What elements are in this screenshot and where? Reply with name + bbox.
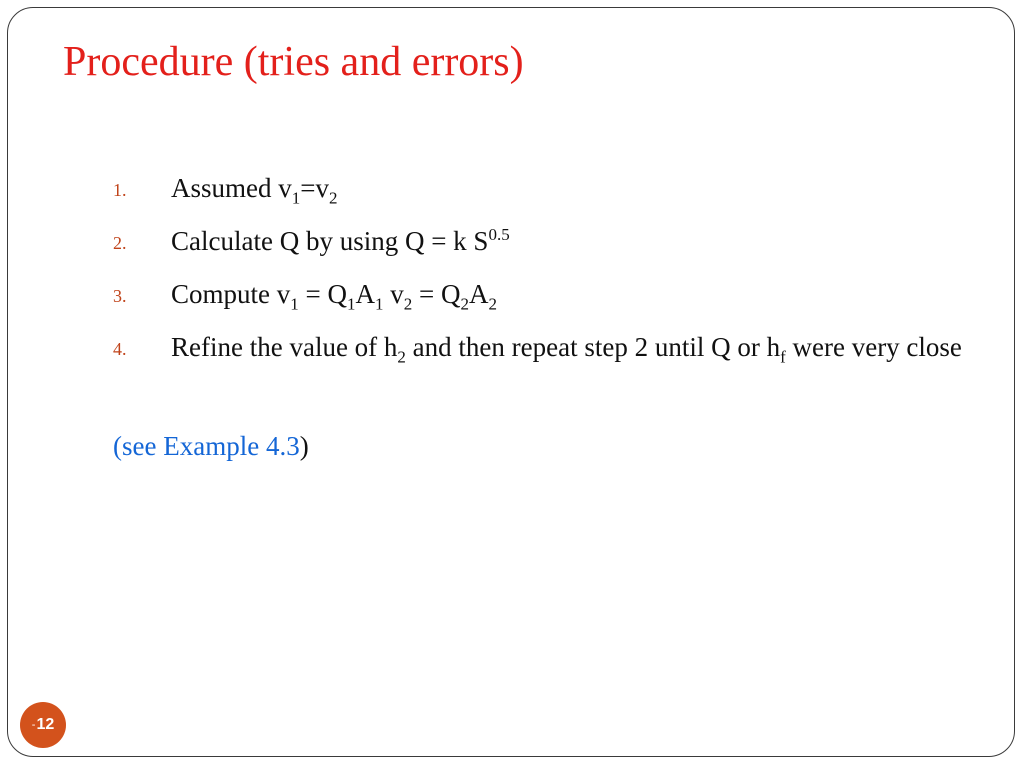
step-text (171, 332, 962, 367)
subscript: f (780, 347, 786, 367)
step-number: 4. (113, 339, 127, 359)
subscript: 2 (488, 294, 497, 314)
text-run: = Q (298, 279, 347, 309)
see-close-paren: ) (299, 431, 309, 461)
text-run: v (383, 279, 404, 309)
page-number: 12 (36, 716, 55, 733)
step-text (171, 173, 338, 208)
example-reference (113, 426, 309, 466)
text-run: = Q (412, 279, 461, 309)
text-run: Assumed v (171, 173, 292, 203)
slide-title: Procedure (tries and errors) (63, 39, 524, 85)
step-item (113, 168, 973, 208)
page-dash: - (31, 719, 36, 731)
step-text (171, 279, 497, 314)
page-number-badge (20, 702, 66, 748)
text-run: Calculate Q by using Q = k S (171, 226, 489, 256)
superscript: 0.5 (488, 225, 510, 244)
subscript: 2 (403, 294, 413, 314)
text-run: A (468, 279, 489, 309)
step-item (113, 327, 973, 367)
step-item (113, 274, 973, 314)
subscript: 2 (460, 294, 469, 314)
step-item (113, 221, 973, 261)
subscript: 2 (328, 188, 338, 208)
text-run: and then repeat step 2 until Q or h (405, 332, 781, 362)
step-number: 2. (113, 233, 127, 253)
subscript: 2 (397, 347, 406, 367)
see-open-paren: ( (113, 431, 122, 461)
subscript: 1 (346, 294, 356, 314)
subscript: 1 (374, 294, 384, 314)
text-run: =v (300, 173, 329, 203)
example-link[interactable]: see Example 4.3 (122, 431, 300, 461)
text-run: Refine the value of h (171, 332, 398, 362)
subscript: 1 (291, 188, 301, 208)
procedure-steps-list (113, 168, 973, 380)
step-number: 3. (113, 286, 127, 306)
slide-frame (7, 7, 1015, 757)
step-text (171, 226, 510, 256)
text-run: A (355, 279, 375, 309)
text-run: were very close (785, 332, 962, 362)
text-run: Compute v (171, 279, 291, 309)
subscript: 1 (290, 294, 299, 314)
step-number: 1. (113, 180, 127, 200)
